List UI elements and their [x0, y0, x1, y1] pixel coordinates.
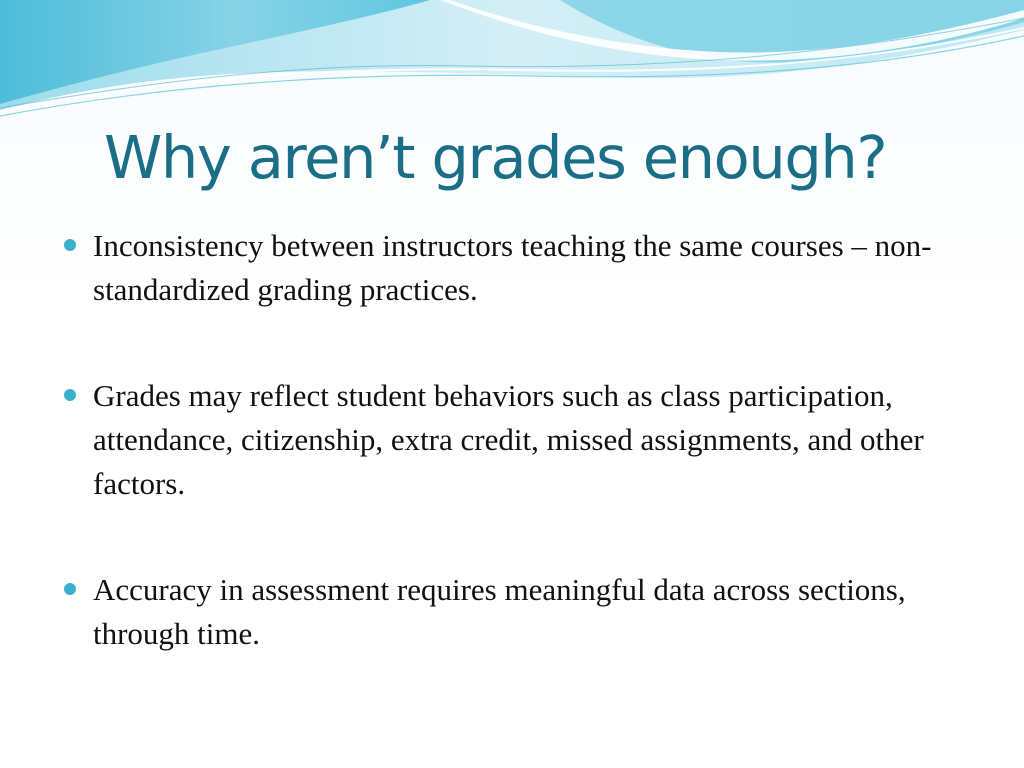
bullet-list: [64, 224, 964, 656]
wave-header-decoration: [0, 0, 1024, 130]
slide-title: Why aren’t grades enough?: [104, 123, 887, 192]
bullet-text: Inconsistency between instructors teaching the same courses – non-standardized grading practices.: [93, 228, 932, 307]
bullet-dot-icon: [64, 239, 76, 251]
bullet-dot-icon: [64, 583, 76, 595]
bullet-text: Grades may reflect student behaviors such as class participation, attendance, citizenship, extra credit, missed assignments, and other factors.: [93, 378, 924, 501]
bullet-item: [64, 568, 964, 656]
bullet-dot-icon: [64, 389, 76, 401]
bullet-text: Accuracy in assessment requires meaningful data across sections, through time.: [93, 572, 906, 651]
bullet-item: [64, 224, 964, 312]
bullet-item: [64, 374, 964, 506]
